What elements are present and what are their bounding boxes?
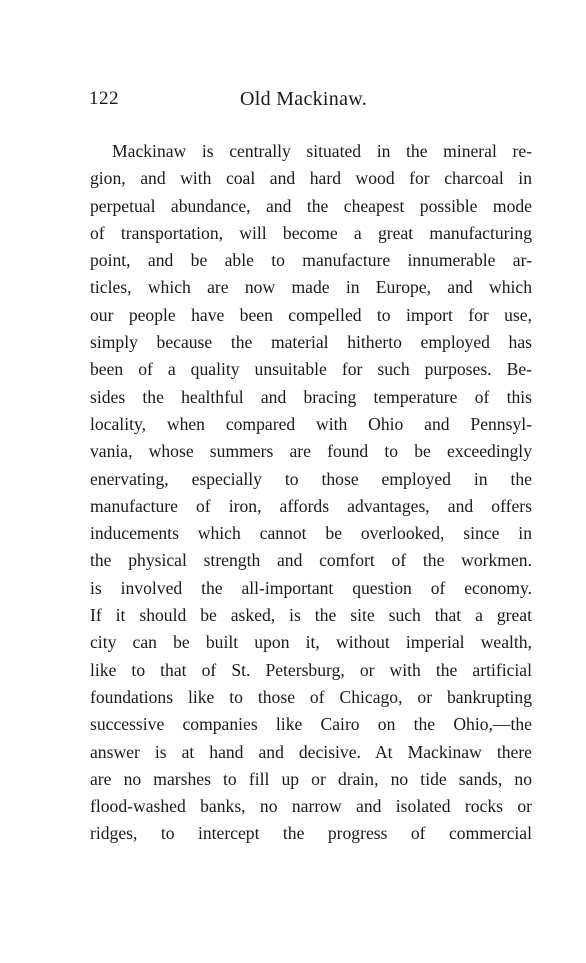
text-line: the physical strength and comfort of the workmen. [90,550,532,571]
text-line: simply because the material hitherto employed has [90,332,532,353]
text-line: If it should be asked, is the site such that a great [90,605,532,626]
text-line: is involved the all-important question of economy. [90,577,532,598]
running-head [89,88,535,120]
text-line: city can be built upon it, without imperial wealth, [90,632,532,653]
text-line: foundations like to those of Chicago, or bankrupting [90,686,532,707]
text-line: like to that of St. Petersburg, or with the artificial [90,659,532,680]
text-line: point, and be able to manufacture innumerable ar- [90,250,532,271]
text-line: vania, whose summers are found to be exceedingly [90,441,532,462]
text-line: successive companies like Cairo on the Ohio,—the [90,714,532,735]
text-line: answer is at hand and decisive. At Mackinaw there [90,741,532,762]
text-line: our people have been compelled to import for use, [90,304,532,325]
text-line: manufacture of iron, affords advantages, and offers [90,495,532,516]
text-line: ticles, which are now made in Europe, and which [90,277,532,298]
text-line: flood-washed banks, no narrow and isolated rocks or [90,796,532,817]
running-title: Old Mackinaw. [240,88,368,110]
text-line: Mackinaw is centrally situated in the mineral re- [112,141,532,161]
text-line: of transportation, will become a great manufacturing [90,222,532,243]
text-line: ridges, to intercept the progress of commercial [90,823,532,844]
text-line: gion, and with coal and hard wood for charcoal in [90,168,532,189]
text-line: enervating, especially to those employed in the [90,468,532,489]
text-line: perpetual abundance, and the cheapest possible mode [90,195,532,216]
page-number: 122 [89,88,119,109]
text-line: locality, when compared with Ohio and Pennsyl- [90,413,532,434]
text-line: been of a quality unsuitable for such purposes. Be- [90,359,532,380]
body-paragraph [90,138,532,848]
text-line: inducements which cannot be overlooked, since in [90,523,532,544]
text-line: sides the healthful and bracing temperature of this [90,386,532,407]
text-line: are no marshes to fill up or drain, no tide sands, no [90,768,532,789]
